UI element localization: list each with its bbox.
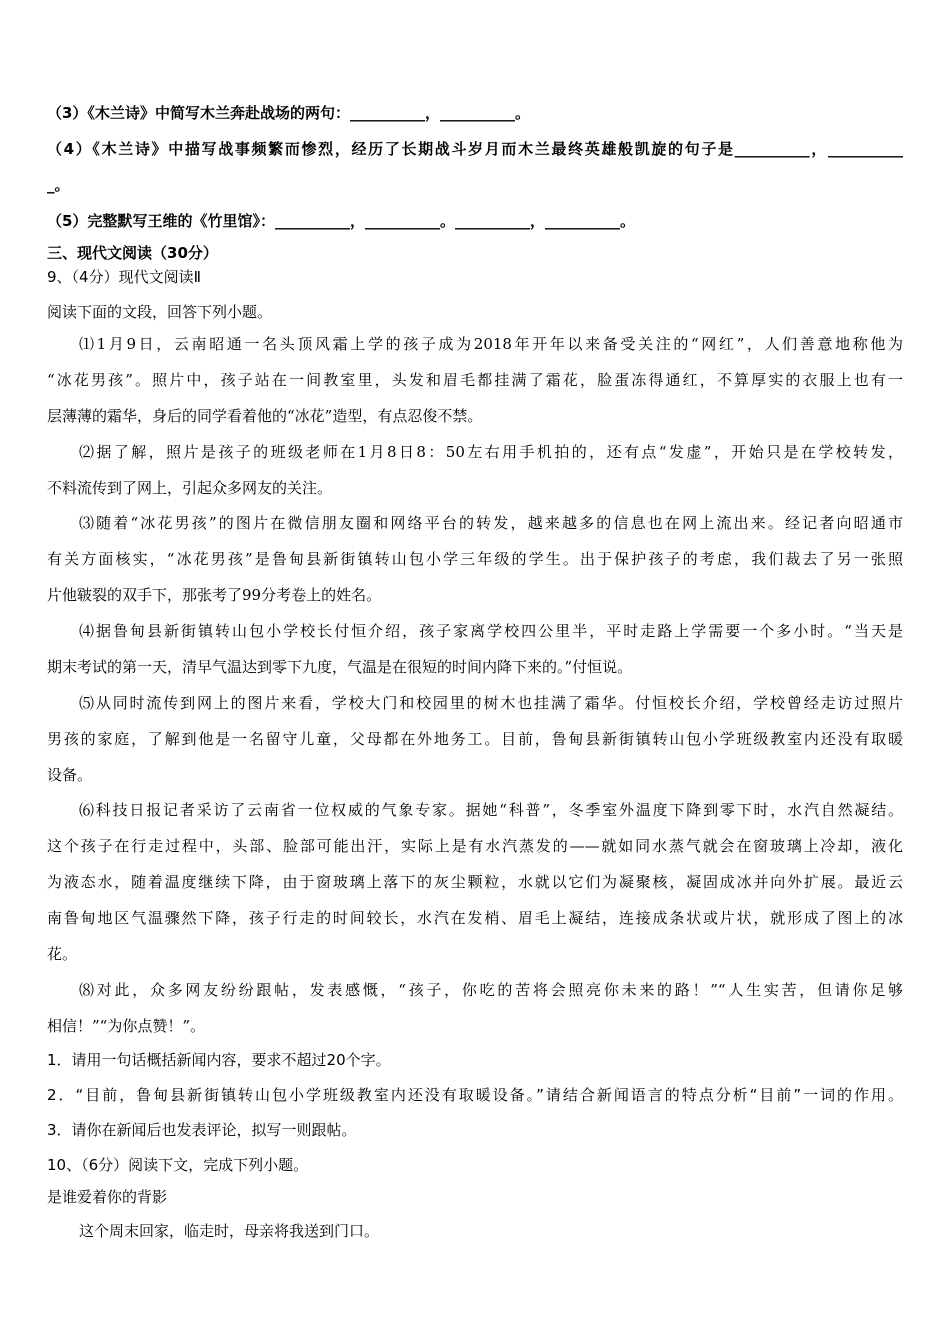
sub-question-1: 1．请用一句话概括新闻内容，要求不超过20个字。 (47, 1051, 391, 1069)
paragraph-3-line: 有关方面核实，“冰花男孩”是鲁甸县新街镇转山包小学三年级的学生。出于保护孩子的考虑，我们裁去了另一张照 (47, 550, 903, 568)
article-title: 是谁爱着你的背影 (47, 1188, 168, 1206)
question-3-fill-blank: （3）《木兰诗》中简写木兰奔赴战场的两句：__________，__________。 (47, 104, 530, 122)
paragraph-8-line: ⑻对此，众多网友纷纷跟帖，发表感慨，“孩子，你吃的苦将会照亮你未来的路！”“人生实苦，但请你足够 (79, 981, 903, 999)
section-heading: 三、现代文阅读（30分） (47, 244, 218, 262)
paragraph-6-line: 为液态水，随着温度继续下降，由于窗玻璃上落下的灰尘颗粒，水就以它们为凝聚核，凝固成冰并向外扩展。最近云 (47, 873, 903, 891)
paragraph-2-line: 不料流传到了网上，引起众多网友的关注。 (47, 479, 333, 497)
question-9-heading: 9、（4分）现代文阅读Ⅱ (47, 268, 201, 286)
paragraph-8-line: 相信！”“为你点赞！”。 (47, 1017, 206, 1035)
paragraph-6-line: 这个孩子在行走过程中，头部、脸部可能出汗，实际上是有水汽蒸发的——就如同水蒸气就会在窗玻璃上冷却，液化 (47, 837, 903, 855)
sub-question-3: 3．请你在新闻后也发表评论，拟写一则跟帖。 (47, 1121, 357, 1139)
paragraph-6-line: 花。 (47, 945, 78, 963)
question-4-fill-blank: （4）《木兰诗》中描写战事频繁而惨烈，经历了长期战斗岁月而木兰最终英雄般凯旋的句子是__________，__________ (47, 140, 903, 158)
question-5-fill-blank: （5）完整默写王维的《竹里馆》：__________，__________。__________，__________。 (47, 212, 635, 230)
paragraph-3-line: ⑶随着“冰花男孩”的图片在微信朋友圈和网络平台的转发，越来越多的信息也在网上流出来。经记者向昭通市 (79, 514, 903, 532)
paragraph-1-line: “冰花男孩”。照片中，孩子站在一间教室里，头发和眉毛都挂满了霜花，脸蛋冻得通红，不算厚实的衣服上也有一 (47, 371, 903, 389)
question-10-heading: 10、（6分）阅读下文，完成下列小题。 (47, 1156, 309, 1174)
paragraph-5-line: ⑸从同时流传到网上的图片来看，学校大门和校园里的树木也挂满了霜华。付恒校长介绍，学校曾经走访过照片 (79, 694, 903, 712)
paragraph-5-line: 男孩的家庭，了解到他是一名留守儿童，父母都在外地务工。目前，鲁甸县新街镇转山包小学班级教室内还没有取暖 (47, 730, 903, 748)
paragraph-4-line: 期末考试的第一天，清早气温达到零下九度，气温是在很短的时间内降下来的。”付恒说。 (47, 658, 633, 676)
paragraph-4-line: ⑷据鲁甸县新街镇转山包小学校长付恒介绍，孩子家离学校四公里半，平时走路上学需要一个多小时。“当天是 (79, 622, 903, 640)
article-first-line: 这个周末回家，临走时，母亲将我送到门口。 (79, 1222, 380, 1240)
sub-question-2: 2．“目前，鲁甸县新街镇转山包小学班级教室内还没有取暖设备。”请结合新闻语言的特点分析“目前”一词的作用。 (47, 1086, 903, 1104)
paragraph-3-line: 片他皲裂的双手下，那张考了99分考卷上的姓名。 (47, 586, 382, 604)
question-4-fill-blank-continued: _。 (47, 176, 70, 194)
reading-instruction: 阅读下面的文段，回答下列小题。 (47, 303, 273, 321)
paragraph-5-line: 设备。 (47, 766, 93, 784)
paragraph-6-line: ⑹科技日报记者采访了云南省一位权威的气象专家。据她“科普”，冬季室外温度下降到零下时，水汽自然凝结。 (79, 801, 903, 819)
paragraph-1-line: 层薄薄的霜华，身后的同学看着他的“冰花”造型，有点忍俊不禁。 (47, 407, 483, 425)
paragraph-1-line: ⑴1月9日，云南昭通一名头顶风霜上学的孩子成为2018年开年以来备受关注的“网红”，人们善意地称他为 (79, 335, 903, 353)
paragraph-6-line: 南鲁甸地区气温骤然下降，孩子行走的时间较长，水汽在发梢、眉毛上凝结，连接成条状或片状，就形成了图上的冰 (47, 909, 903, 927)
paragraph-2-line: ⑵据了解，照片是孩子的班级老师在1月8日8：50左右用手机拍的，还有点“发虚”，开始只是在学校转发， (79, 443, 903, 461)
